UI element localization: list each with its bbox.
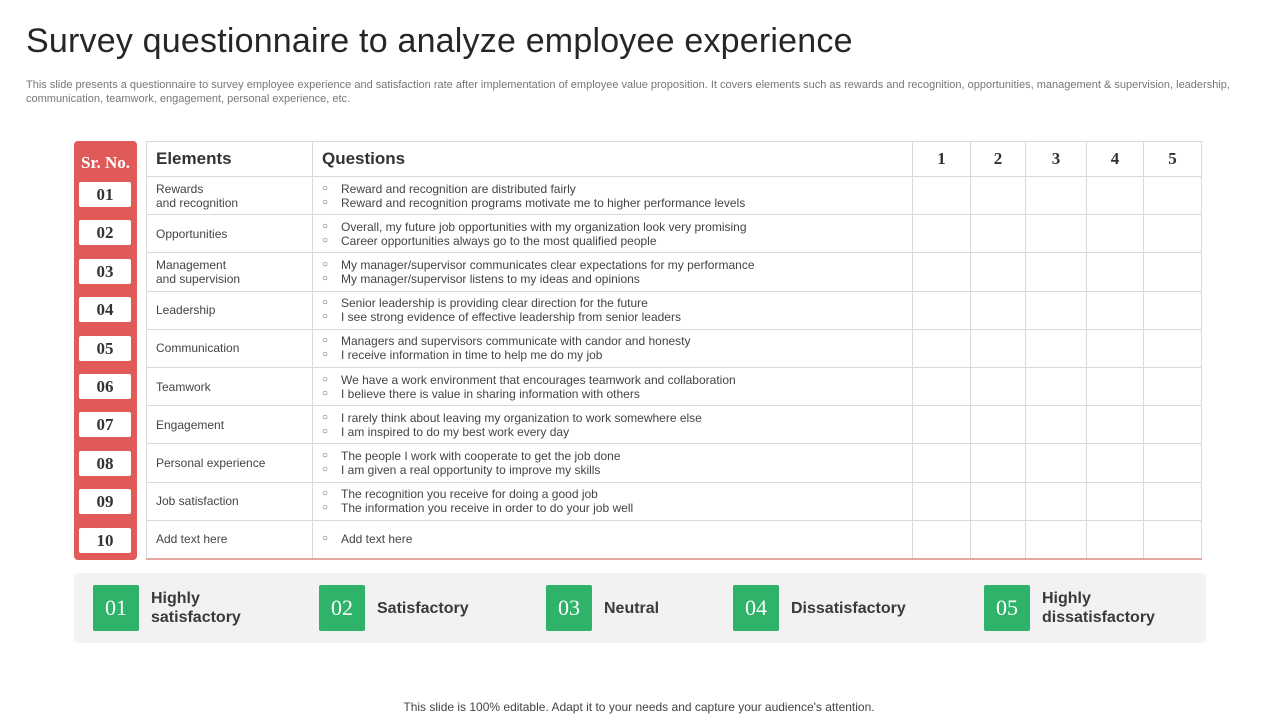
questions-cell: [313, 253, 913, 291]
circle-bullet-icon: ○: [322, 373, 329, 385]
question-text: We have a work environment that encourages teamwork and collaboration: [341, 372, 736, 387]
circle-bullet-icon: ○: [322, 335, 329, 347]
questions-cell: [313, 215, 913, 253]
rating-cell-3[interactable]: [1026, 215, 1087, 253]
rating-cell-3[interactable]: [1026, 291, 1087, 329]
question-text: The information you receive in order to do your job well: [341, 501, 634, 516]
rating-cell-1[interactable]: [913, 329, 971, 367]
question-item: [322, 234, 912, 248]
rating-cell-3[interactable]: [1026, 444, 1087, 482]
rating-cell-4[interactable]: [1087, 291, 1144, 329]
question-item: [322, 487, 912, 501]
rating-cell-2[interactable]: [971, 329, 1026, 367]
rating-cell-4[interactable]: [1087, 177, 1144, 215]
element-cell: [147, 444, 313, 482]
question-item: [322, 373, 912, 387]
footer-note: This slide is 100% editable. Adapt it to your needs and capture your audience's attention.: [403, 700, 875, 714]
question-item: [322, 463, 912, 477]
legend-number-badge: 05: [984, 585, 1030, 631]
rating-cell-5[interactable]: [1144, 291, 1202, 329]
serial-number-badge: 03: [79, 259, 131, 284]
element-label: and supervision: [156, 271, 241, 286]
questions-cell: [313, 291, 913, 329]
legend-label-line: Satisfactory: [377, 599, 469, 617]
question-text: I am inspired to do my best work every day: [341, 424, 570, 439]
circle-bullet-icon: ○: [322, 463, 329, 475]
questions-cell: [313, 367, 913, 405]
question-item: [322, 296, 912, 310]
serial-number-badge: 05: [79, 336, 131, 361]
legend-label: [151, 589, 301, 627]
question-text: Reward and recognition programs motivate me to higher performance levels: [341, 195, 746, 210]
circle-bullet-icon: ○: [322, 196, 329, 208]
rating-cell-3[interactable]: [1026, 482, 1087, 520]
legend-label-line: satisfactory: [151, 609, 241, 626]
circle-bullet-icon: ○: [322, 488, 329, 500]
legend-label-line: Highly: [1042, 590, 1091, 607]
rating-cell-2[interactable]: [971, 406, 1026, 444]
rating-cell-3[interactable]: [1026, 177, 1087, 215]
rating-cell-1[interactable]: [913, 291, 971, 329]
questions-cell: [313, 520, 913, 559]
rating-cell-3[interactable]: [1026, 329, 1087, 367]
serial-number-badge: 04: [79, 297, 131, 322]
rating-cell-5[interactable]: [1144, 444, 1202, 482]
page-title: Survey questionnaire to analyze employee experience: [26, 22, 853, 60]
rating-cell-2[interactable]: [971, 291, 1026, 329]
legend-item: [93, 585, 301, 631]
question-text: I believe there is value in sharing information with others: [341, 386, 640, 401]
circle-bullet-icon: ○: [322, 533, 329, 545]
legend-label: [791, 599, 941, 618]
table-row: [147, 177, 1202, 215]
question-item: [322, 387, 912, 401]
circle-bullet-icon: ○: [322, 258, 329, 270]
element-cell: [147, 406, 313, 444]
element-cell: [147, 329, 313, 367]
circle-bullet-icon: ○: [322, 182, 329, 194]
question-text: My manager/supervisor listens to my ideas and opinions: [341, 271, 640, 286]
serial-number-header: Sr. No.: [81, 153, 130, 172]
question-text: Reward and recognition are distributed fairly: [341, 181, 576, 196]
question-item: [322, 258, 912, 272]
table-row: [147, 253, 1202, 291]
circle-bullet-icon: ○: [322, 387, 329, 399]
question-text: Managers and supervisors communicate with candor and honesty: [341, 334, 691, 349]
survey-table: [146, 141, 1202, 560]
rating-cell-5[interactable]: [1144, 406, 1202, 444]
rating-cell-1[interactable]: [913, 520, 971, 559]
element-label: Job satisfaction: [156, 494, 239, 509]
legend-number-badge: 04: [733, 585, 779, 631]
legend-item: [319, 585, 527, 631]
element-cell: [147, 177, 313, 215]
rating-cell-5[interactable]: [1144, 177, 1202, 215]
element-cell: [147, 215, 313, 253]
rating-cell-1[interactable]: [913, 406, 971, 444]
rating-header-1: 1: [913, 142, 971, 177]
rating-cell-2[interactable]: [971, 253, 1026, 291]
element-cell: [147, 520, 313, 559]
rating-cell-4[interactable]: [1087, 520, 1144, 559]
element-label: Leadership: [156, 303, 216, 318]
question-item: [322, 310, 912, 324]
rating-cell-5[interactable]: [1144, 367, 1202, 405]
rating-cell-2[interactable]: [971, 215, 1026, 253]
rating-cell-5[interactable]: [1144, 482, 1202, 520]
rating-cell-4[interactable]: [1087, 406, 1144, 444]
rating-cell-4[interactable]: [1087, 215, 1144, 253]
element-cell: [147, 291, 313, 329]
question-text: Senior leadership is providing clear direction for the future: [341, 296, 648, 311]
question-item: [322, 532, 912, 546]
question-text: Add text here: [341, 532, 413, 547]
circle-bullet-icon: ○: [322, 502, 329, 514]
question-text: I rarely think about leaving my organization to work somewhere else: [341, 410, 702, 425]
circle-bullet-icon: ○: [322, 234, 329, 246]
questions-cell: [313, 177, 913, 215]
element-label: Opportunities: [156, 226, 228, 241]
rating-cell-5[interactable]: [1144, 520, 1202, 559]
legend-label: [1042, 589, 1192, 627]
circle-bullet-icon: ○: [322, 272, 329, 284]
rating-header-5: 5: [1144, 142, 1202, 177]
question-item: [322, 411, 912, 425]
rating-cell-3[interactable]: [1026, 367, 1087, 405]
element-label: and recognition: [156, 195, 239, 210]
question-item: [322, 449, 912, 463]
rating-cell-4[interactable]: [1087, 367, 1144, 405]
element-cell: [147, 367, 313, 405]
rating-cell-3[interactable]: [1026, 520, 1087, 559]
rating-cell-5[interactable]: [1144, 253, 1202, 291]
rating-cell-1[interactable]: [913, 367, 971, 405]
table-header-row: [147, 142, 1202, 177]
rating-cell-2[interactable]: [971, 482, 1026, 520]
table-row: [147, 520, 1202, 559]
question-item: [322, 348, 912, 362]
question-item: [322, 182, 912, 196]
rating-header-3: 3: [1026, 142, 1087, 177]
serial-number-badge: 06: [79, 374, 131, 399]
question-item: [322, 220, 912, 234]
question-item: [322, 425, 912, 439]
question-text: I see strong evidence of effective leadership from senior leaders: [341, 310, 681, 325]
questions-cell: [313, 329, 913, 367]
element-cell: [147, 253, 313, 291]
question-text: Overall, my future job opportunities with my organization look very promising: [341, 219, 747, 234]
rating-cell-2[interactable]: [971, 444, 1026, 482]
legend-item: [546, 585, 754, 631]
legend-label-line: Neutral: [604, 599, 660, 617]
question-item: [322, 334, 912, 348]
rating-cell-1[interactable]: [913, 444, 971, 482]
circle-bullet-icon: ○: [322, 297, 329, 309]
rating-cell-5[interactable]: [1144, 329, 1202, 367]
element-label: Rewards: [156, 181, 204, 196]
question-text: I receive information in time to help me do my job: [341, 348, 603, 363]
legend-label: [377, 599, 527, 618]
table-row: [147, 444, 1202, 482]
legend-item: [984, 585, 1192, 631]
rating-header-2: 2: [971, 142, 1026, 177]
question-text: The recognition you receive for doing a good job: [341, 487, 598, 502]
serial-number-badge: 02: [79, 220, 131, 245]
legend-label: [604, 599, 754, 618]
table-row: [147, 482, 1202, 520]
element-label: Communication: [156, 341, 240, 356]
question-text: Career opportunities always go to the most qualified people: [341, 233, 657, 248]
serial-number-badge: 09: [79, 489, 131, 514]
element-label: Management: [156, 257, 227, 272]
rating-cell-3[interactable]: [1026, 253, 1087, 291]
rating-cell-4[interactable]: [1087, 482, 1144, 520]
circle-bullet-icon: ○: [322, 311, 329, 323]
legend-label-line: Highly: [151, 590, 200, 607]
element-cell: [147, 482, 313, 520]
questions-cell: [313, 406, 913, 444]
circle-bullet-icon: ○: [322, 411, 329, 423]
question-item: [322, 272, 912, 286]
circle-bullet-icon: ○: [322, 449, 329, 461]
rating-cell-1[interactable]: [913, 215, 971, 253]
rating-cell-1[interactable]: [913, 177, 971, 215]
element-label: Engagement: [156, 417, 225, 432]
question-text: My manager/supervisor communicates clear expectations for my performance: [341, 257, 755, 272]
page-subtitle: This slide presents a questionnaire to survey employee experience and satisfaction rate after implementation of employee value proposition. It covers elements such as rewards and recognition, opportunities, management & supervision, leadership, communication, teamwork, engagement, personal experience, etc.: [26, 79, 1230, 105]
serial-number-badge: 08: [79, 451, 131, 476]
rating-cell-2[interactable]: [971, 367, 1026, 405]
rating-cell-2[interactable]: [971, 177, 1026, 215]
table-row: [147, 406, 1202, 444]
element-label: Personal experience: [156, 455, 266, 470]
legend-number-badge: 01: [93, 585, 139, 631]
questions-header: Questions: [313, 142, 913, 177]
serial-number-badge: 10: [79, 528, 131, 553]
element-label: Add text here: [156, 532, 228, 547]
question-text: The people I work with cooperate to get the job done: [341, 448, 621, 463]
rating-cell-2[interactable]: [971, 520, 1026, 559]
table-row: [147, 215, 1202, 253]
circle-bullet-icon: ○: [322, 220, 329, 232]
rating-cell-1[interactable]: [913, 253, 971, 291]
questions-cell: [313, 444, 913, 482]
legend-number-badge: 02: [319, 585, 365, 631]
legend-item: [733, 585, 941, 631]
table-row: [147, 367, 1202, 405]
table-row: [147, 329, 1202, 367]
legend-label-line: dissatisfactory: [1042, 609, 1155, 626]
legend-label-line: Dissatisfactory: [791, 599, 906, 617]
table-row: [147, 291, 1202, 329]
question-item: [322, 501, 912, 515]
question-text: I am given a real opportunity to improve my skills: [341, 462, 601, 477]
rating-cell-4[interactable]: [1087, 253, 1144, 291]
serial-number-badge: 01: [79, 182, 131, 207]
serial-number-badge: 07: [79, 412, 131, 437]
rating-cell-5[interactable]: [1144, 215, 1202, 253]
rating-cell-4[interactable]: [1087, 444, 1144, 482]
element-label: Teamwork: [156, 379, 211, 394]
legend-number-badge: 03: [546, 585, 592, 631]
rating-cell-1[interactable]: [913, 482, 971, 520]
rating-legend: [74, 573, 1206, 643]
questions-cell: [313, 482, 913, 520]
circle-bullet-icon: ○: [322, 349, 329, 361]
circle-bullet-icon: ○: [322, 425, 329, 437]
question-item: [322, 196, 912, 210]
rating-cell-3[interactable]: [1026, 406, 1087, 444]
rating-header-4: 4: [1087, 142, 1144, 177]
serial-number-column: [74, 141, 137, 560]
rating-cell-4[interactable]: [1087, 329, 1144, 367]
elements-header: Elements: [147, 142, 313, 177]
